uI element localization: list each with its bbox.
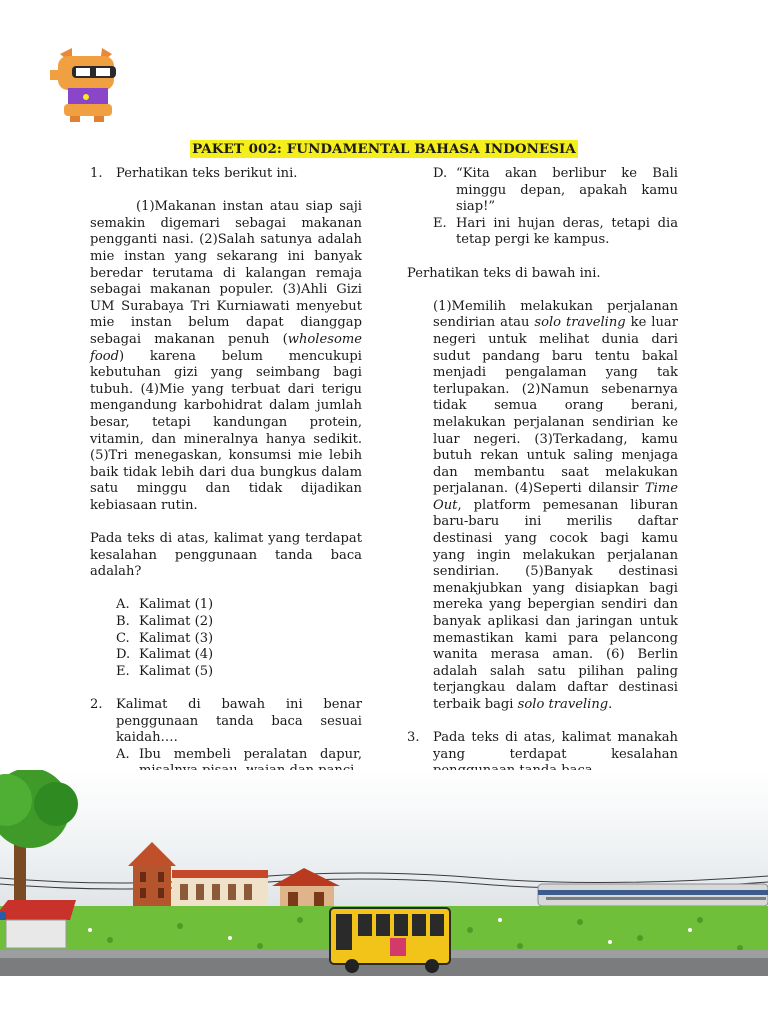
question-number: 3.	[407, 730, 420, 746]
bus-stop-icon	[0, 900, 76, 948]
option-text: Kalimat (3)	[139, 630, 214, 646]
option-letter: A.	[116, 746, 130, 762]
passage-text: ke luar negeri untuk melihat dunia dari sudut pandang baru tentu bakal menjadi pengalaman yang tak terlupakan. (2)Namun sebenarnya tidak semua orang berani, melakukan perjalanan sendirian ke luar negeri. (3)Terkadang, kamu butuh rekan untuk saling menjaga dan membantu saat melakukan perjalanan. (4)Seperti dilansir	[433, 315, 678, 497]
footer-illustration	[0, 770, 768, 1024]
passage-text: .	[608, 697, 613, 712]
option-letter: E.	[433, 215, 447, 231]
question-prompt: Perhatikan teks berikut ini.	[116, 166, 298, 181]
passage-2-intro: Perhatikan teks di bawah ini.	[407, 265, 601, 281]
left-column	[90, 166, 362, 846]
museum-building-icon	[172, 870, 268, 910]
option-text: Kalimat (1)	[139, 597, 214, 613]
option-letter: E.	[116, 663, 130, 679]
question-prompt: Kalimat di bawah ini benar penggunaan tanda baca sesuai kaidah….	[116, 697, 362, 746]
cat-mascot-icon	[50, 44, 122, 124]
cat-mascot-logo	[50, 44, 122, 124]
passage-italic-term: Time Out	[433, 481, 678, 513]
option-letter: A.	[116, 597, 130, 613]
question-1-text: Pada teks di atas, kalimat yang terdapat kesalahan penggunaan tanda baca adalah?	[90, 531, 362, 580]
option-text: Kalimat (4)	[139, 647, 214, 663]
option-text: Hari ini hujan deras, tetapi dia tetap pergi ke kampus.	[456, 215, 678, 248]
passage-text: (1)Memilih melakukan perjalanan sendirian atau	[433, 298, 678, 331]
page-title	[0, 138, 768, 157]
option-item[interactable]	[116, 664, 362, 681]
option-text: Kalimat (5)	[139, 663, 214, 679]
train-icon	[538, 884, 768, 906]
question-number: 1.	[90, 166, 103, 181]
city-landscape-illustration	[0, 770, 768, 1024]
option-item[interactable]	[433, 166, 678, 216]
option-letter: D.	[433, 166, 448, 181]
passage-1	[90, 199, 362, 514]
title-text: PAKET 002: FUNDAMENTAL BAHASA INDONESIA	[192, 141, 576, 157]
bus-icon	[330, 908, 450, 973]
question-1	[90, 166, 362, 183]
option-item[interactable]	[116, 647, 362, 664]
question-2-continued	[407, 166, 678, 249]
passage-italic-term: solo traveling	[517, 697, 609, 712]
passage-italic-term: solo traveling	[534, 315, 626, 331]
option-item[interactable]	[116, 631, 362, 648]
option-letter: C.	[116, 630, 130, 646]
option-text: “Kita akan berlibur ke Bali minggu depan, apakah kamu siap!”	[456, 166, 678, 215]
option-item[interactable]	[116, 597, 362, 614]
question-number: 2.	[90, 697, 103, 712]
option-text: Ibu membeli peralatan dapur,	[139, 746, 362, 762]
passage-text: (1)Makanan instan atau siap saji semakin digemari sebagai makanan pengganti nasi. (2)Salah satunya adalah mie instan yang sekarang ini banyak beredar terutama di kalangan remaja sebagai makanan populer. (3)Ahli Gizi UM Surabaya Tri Kurniawati menyebut mie instan belum dapat dianggap sebagai makanan penuh (	[90, 199, 362, 347]
right-column	[407, 166, 678, 830]
option-letter: B.	[116, 614, 130, 630]
option-text: Kalimat (2)	[139, 614, 214, 630]
question-prompt: Pada teks di atas, kalimat manakah yang terdapat kesalahan	[433, 730, 678, 762]
option-item[interactable]	[116, 614, 362, 631]
passage-2	[407, 299, 678, 714]
passage-text: , platform pemesanan liburan baru-baru ini merilis daftar destinasi yang cocok bagi kamu yang ingin melakukan perjalanan sendirian. (5)Banyak destinasi menakjubkan yang disiapkan bagi mereka yang bepergian sendiri dan banyak aplikasi dan jaringan untuk memastikan kami para pelancong wanita merasa aman. (6) Berlin adalah salah satu pilihan paling terjangkau dalam daftar destinasi terbaik bagi	[433, 497, 678, 712]
option-letter: D.	[116, 647, 131, 663]
passage-italic-term: wholesome food	[90, 331, 362, 364]
option-item[interactable]	[433, 216, 678, 249]
question-1-options	[90, 597, 362, 680]
passage-text: ) karena belum mencukupi kebutuhan gizi yang seimbang bagi tubuh. (4)Mie yang terbuat dari terigu mengandung karbohidrat dalam jumlah besar, tetapi kandungan protein, vitamin, dan mineralnya hanya sedikit. (5)Tri menegaskan, konsumsi mie lebih baik tidak lebih dari dua bungkus dalam satu minggu dan tidak dijadikan kebiasaan rutin.	[90, 348, 362, 513]
